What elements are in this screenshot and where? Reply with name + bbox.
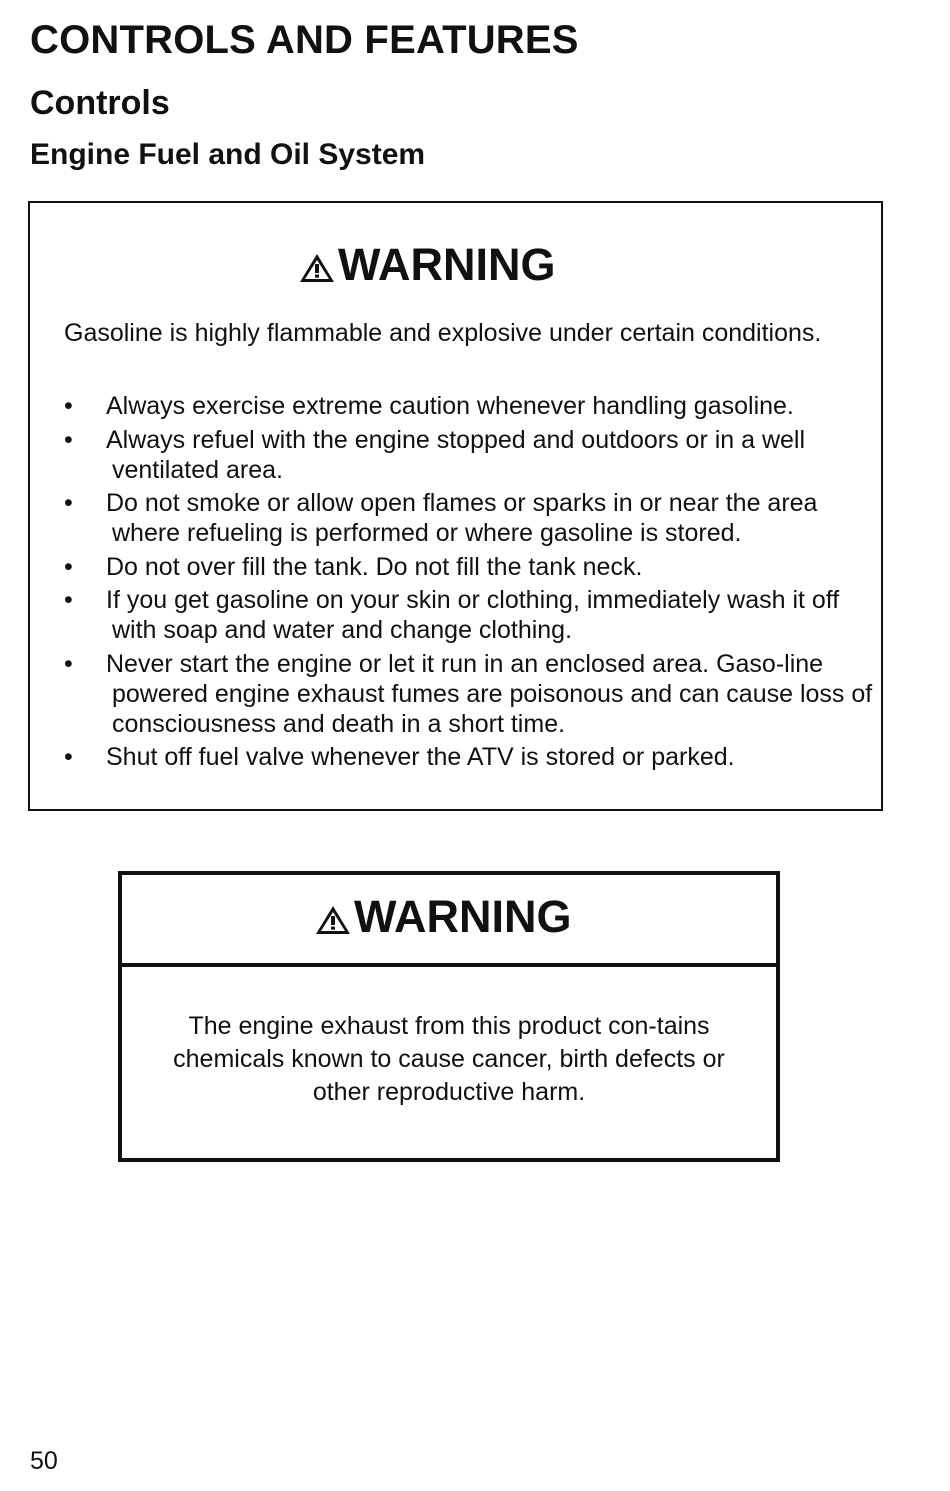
list-item: • Always exercise extreme caution whenever handling gasoline.: [64, 392, 794, 420]
divider: [122, 963, 776, 967]
bullet-glyph: •: [64, 649, 73, 678]
bullet-glyph: •: [64, 552, 73, 581]
page-title: CONTROLS AND FEATURES: [30, 18, 579, 62]
section-heading: Controls: [30, 84, 170, 122]
list-item: • If you get gasoline on your skin or clothing, immediately wash it off with soap and water and change clothing.: [64, 586, 840, 644]
list-item: • Shut off fuel valve whenever the ATV is stored or parked.: [64, 743, 735, 771]
exhaust-warning-box: [118, 871, 780, 1162]
warning-triangle-icon: [298, 252, 336, 284]
bullet-glyph: •: [64, 392, 73, 420]
list-item: • Always refuel with the engine stopped and outdoors or in a well ventilated area.: [64, 425, 806, 484]
page-number: 50: [30, 1447, 58, 1475]
list-item: • Do not over fill the tank. Do not fill the tank neck.: [64, 552, 643, 581]
warning-heading: [298, 239, 556, 291]
bullet-glyph: •: [64, 743, 73, 771]
bullet-glyph: •: [64, 586, 73, 614]
subsection-heading: Engine Fuel and Oil System: [30, 138, 426, 171]
bullet-glyph: •: [64, 425, 73, 454]
warning-body: The engine exhaust from this product con-tains chemicals known to cause cancer, birth defects or other reproductive harm.: [173, 1012, 725, 1106]
warning-intro: Gasoline is highly flammable and explosive under certain conditions.: [64, 319, 822, 347]
warning-list: [64, 391, 882, 776]
list-item: • Do not smoke or allow open flames or sparks in or near the area where refueling is performed or where gasoline is stored.: [64, 489, 818, 547]
list-item: • Never start the engine or let it run in an enclosed area. Gaso-line powered engine exhaust fumes are poisonous and can cause loss of consciousness and death in a short time.: [64, 649, 873, 738]
fuel-warning-box: [28, 201, 883, 811]
bullet-glyph: •: [64, 489, 73, 517]
warning-heading: [314, 891, 572, 943]
warning-heading-text: WARNING: [338, 239, 556, 290]
warning-heading-text: WARNING: [354, 891, 572, 942]
warning-triangle-icon: [314, 904, 352, 936]
